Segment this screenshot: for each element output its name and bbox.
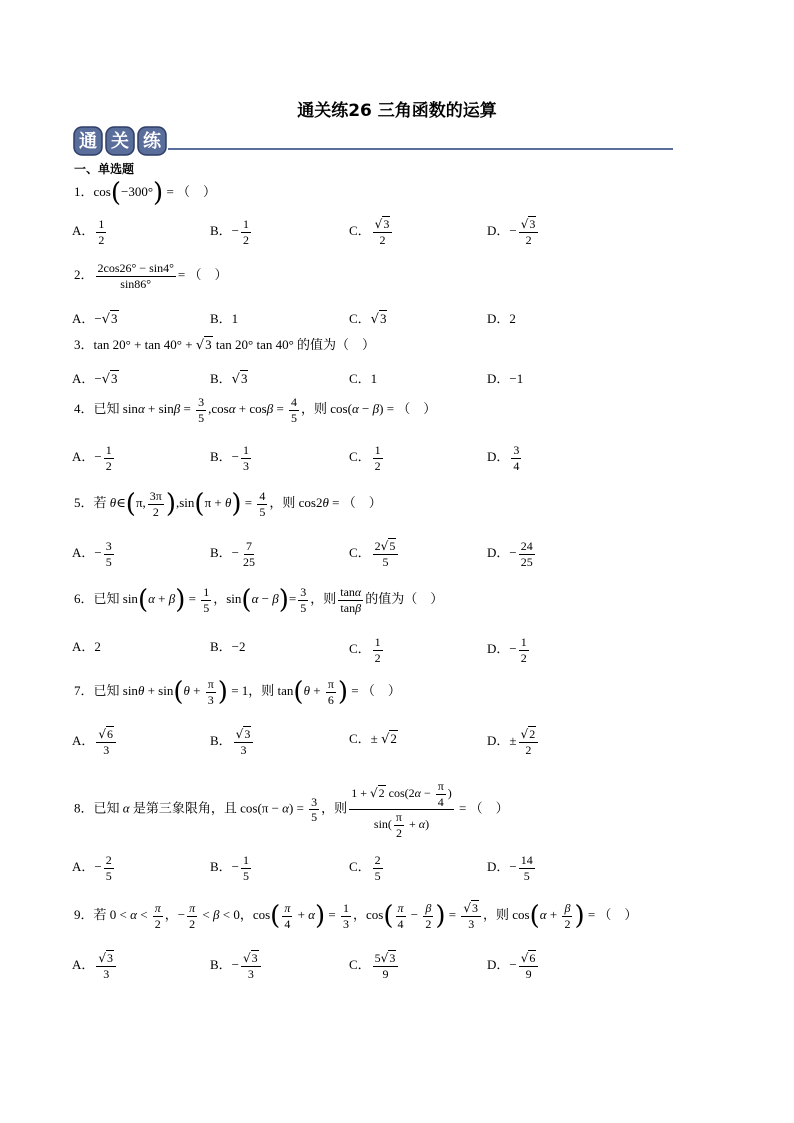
logo-char-1: 通 xyxy=(79,131,97,152)
question-4: 4．已知 sinα + sinβ = $\frac{3}{5}$ ,cosα + cosβ = $\frac{4}{5}$ ，则 cos(α − β) = （ ） xyxy=(74,395,437,425)
option-7a[interactable]: A． $\frac{√6}{3}$ xyxy=(72,728,118,756)
option-3d[interactable]: D．−1 xyxy=(487,371,524,386)
question-3: 3．tan 20° + tan 40° + √3 tan 20° tan 40° 的值为（ ） xyxy=(74,337,376,353)
option-3a[interactable]: A．−√3 xyxy=(72,371,118,387)
option-8c[interactable]: C． $\frac{2}{5}$ xyxy=(349,853,381,883)
question-1: 1．cos(−300°) = （ ） xyxy=(74,178,217,208)
option-6d[interactable]: D．− $\frac{1}{2}$ xyxy=(487,635,527,665)
option-5d[interactable]: D．− $\frac{24}{25}$ xyxy=(487,539,533,569)
option-3c[interactable]: C．1 xyxy=(349,371,378,386)
option-9a[interactable]: A． $\frac{√3}{3}$ xyxy=(72,952,118,980)
question-5: 5．若 θ∈(π, $\frac{3\pi}{2}$ ),sin(π + θ) = $\frac{4}{5}$ ，则 cos2θ = （ ） xyxy=(74,489,382,520)
option-2a[interactable]: A．−√3 xyxy=(72,311,118,327)
option-8d[interactable]: D．− $\frac{14}{5}$ xyxy=(487,853,533,883)
option-9c[interactable]: C． $\frac{5√3}{9}$ xyxy=(349,952,400,980)
option-4d[interactable]: D． $\frac{3}{4}$ xyxy=(487,443,520,473)
page-title: 通关练26 三角函数的运算 xyxy=(297,101,497,121)
logo xyxy=(72,124,172,158)
option-4c[interactable]: C． $\frac{1}{2}$ xyxy=(349,443,381,473)
option-7c[interactable]: C．± √2 xyxy=(349,731,397,747)
option-9b[interactable]: B．− $\frac{√3}{3}$ xyxy=(210,952,263,980)
header-rule xyxy=(168,148,673,150)
option-7d[interactable]: D．± $\frac{√2}{2}$ xyxy=(487,728,540,756)
option-5b[interactable]: B．− $\frac{7}{25}$ xyxy=(210,539,256,569)
option-1d[interactable]: D．− $\frac{√3}{2}$ xyxy=(487,218,540,246)
question-9: 9．若 0 < α < $\frac{\pi}{2}$ ，− $\frac{\pi}{2}$ < β < 0，cos( $\frac{\pi}{4}$ + α) = $\frac{1}{3}$ ，cos( $\frac{\pi}{4}$ − $\frac{\beta}{2}$ ) = $\frac{√3}{3}$ ，则 cos(α + $\frac{\beta}{2}$ ) = （ ） xyxy=(74,901,638,932)
option-8a[interactable]: A．− $\frac{2}{5}$ xyxy=(72,853,112,883)
option-1b[interactable]: B．− $\frac{1}{2}$ xyxy=(210,217,250,247)
option-6a[interactable]: A．2 xyxy=(72,639,101,654)
question-8: 8．已知 α 是第三象限角，且 cos(π − α) = $\frac{3}{5}$ ，则 1 + √2 cos(2α − $\frac{\pi}{4}$ ) sin( $\frac{\pi}{2}$ + α) = （ ） xyxy=(74,779,509,840)
option-4a[interactable]: A．− $\frac{1}{2}$ xyxy=(72,443,112,473)
option-2c[interactable]: C．√3 xyxy=(349,311,387,327)
option-2b[interactable]: B．1 xyxy=(210,311,239,326)
option-4b[interactable]: B．− $\frac{1}{3}$ xyxy=(210,443,250,473)
logo-char-2: 关 xyxy=(111,131,129,152)
option-3b[interactable]: B．√3 xyxy=(210,371,248,387)
question-6: 6．已知 sin(α + β) = $\frac{1}{5}$ ，sin(α − β)= $\frac{3}{5}$ ，则 $\frac{\tan\alpha}{\tan\beta}$ 的值为（ ） xyxy=(74,585,444,616)
section-title: 一、单选题 xyxy=(74,162,135,176)
option-6c[interactable]: C． $\frac{1}{2}$ xyxy=(349,635,381,665)
option-2d[interactable]: D．2 xyxy=(487,311,516,326)
option-5a[interactable]: A．− $\frac{3}{5}$ xyxy=(72,539,112,569)
option-5c[interactable]: C． $\frac{2√5}{5}$ xyxy=(349,540,400,568)
question-7: 7．已知 sinθ + sin(θ + $\frac{\pi}{3}$ ) = 1，则 tan(θ + $\frac{\pi}{6}$ ) = （ ） xyxy=(74,677,401,708)
option-8b[interactable]: B．− $\frac{1}{5}$ xyxy=(210,853,250,883)
option-1a[interactable]: A． $\frac{1}{2}$ xyxy=(72,217,105,247)
option-1c[interactable]: C． $\frac{√3}{2}$ xyxy=(349,218,394,246)
option-9d[interactable]: D．− $\frac{√6}{9}$ xyxy=(487,952,540,980)
logo-char-3: 练 xyxy=(143,131,161,152)
question-2: 2． $\frac{2\cos 26^\circ - \sin 4^\circ}{\sin 86^\circ}$ = （ ） xyxy=(74,261,228,291)
option-7b[interactable]: B． $\frac{√3}{3}$ xyxy=(210,728,255,756)
option-6b[interactable]: B．−2 xyxy=(210,639,246,654)
